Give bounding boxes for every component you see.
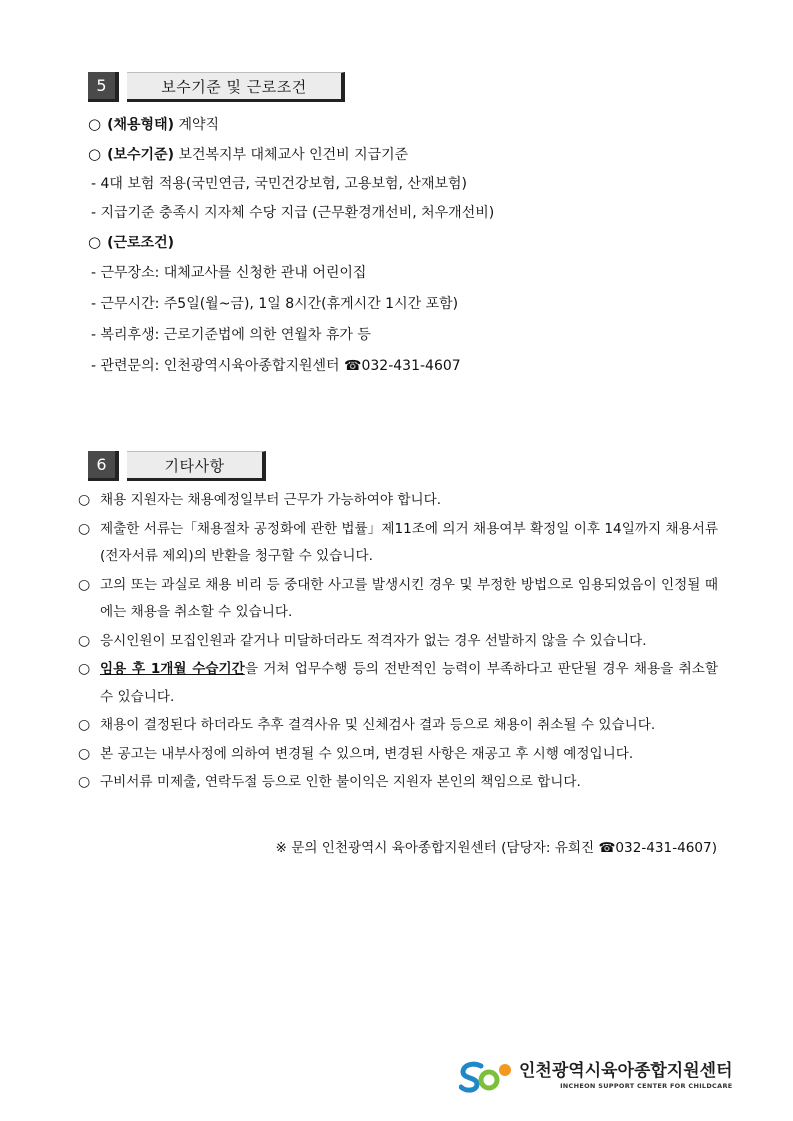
list-item (78, 741, 718, 769)
contact-note-prefix: ※ 문의 인천광역시 육아종합지원센터 (담당자: 유희진 (275, 840, 599, 856)
circle-bullet-icon: ○ (78, 717, 91, 733)
list-item (78, 656, 718, 711)
contact-phone: 032-431-4607 (361, 358, 461, 374)
salary-label: (보수기준) (107, 147, 174, 163)
list-item (78, 487, 718, 515)
salary-value: 보건복지부 대체교사 인건비 지급기준 (174, 147, 409, 163)
section-6-list (78, 487, 718, 798)
list-item-text: 구비서류 미제출, 연락두절 등으로 인한 불이익은 지원자 본인의 책임으로 합니다. (100, 774, 581, 790)
list-item-text: 고의 또는 과실로 채용 비리 등 중대한 사고를 발생시킨 경우 및 부정한 방법으로 임용되었음이 인정될 때에는 채용을 취소할 수 있습니다. (100, 576, 718, 620)
contact-note-phone: 032-431-4607) (615, 840, 717, 856)
circle-bullet-icon: ○ (88, 233, 102, 251)
list-item (78, 628, 718, 656)
list-item-text: 채용 지원자는 채용예정일부터 근무가 가능하여야 합니다. (100, 492, 442, 508)
list-item-text: 본 공고는 내부사정에 의하여 변경될 수 있으며, 변경된 사항은 재공고 후 시행 예정입니다. (100, 745, 634, 762)
probation-emphasis: 임용 후 1개월 수습기간 (100, 661, 245, 677)
section-6-number: 6 (88, 451, 119, 481)
section-5-number: 5 (88, 72, 119, 102)
circle-bullet-icon: ○ (88, 145, 102, 163)
employment-type-value: 계약직 (174, 117, 220, 133)
list-item (78, 572, 718, 627)
probation-text: 을 거쳐 업무수행 등의 전반적인 능력이 부족하다고 판단될 경우 채용을 취소할 수 있습니다. (100, 661, 718, 705)
condition-item: - 근무시간: 주5일(월~금), 1일 8시간(휴게시간 1시간 포함) (91, 296, 459, 312)
circle-bullet-icon: ○ (78, 632, 91, 649)
section-6-header (88, 451, 266, 481)
contact-prefix: - 관련문의: 인천광역시육아종합지원센터 (91, 358, 345, 374)
list-item-text (100, 656, 718, 711)
center-logo (459, 1058, 733, 1094)
employment-type-line (88, 114, 219, 135)
list-item (78, 712, 718, 740)
salary-item: - 지급기준 충족시 지자체 수당 지급 (근무환경개선비, 처우개선비) (91, 205, 495, 221)
phone-icon: ☎ (344, 358, 362, 374)
circle-bullet-icon: ○ (78, 492, 91, 508)
salary-item: - 4대 보험 적용(국민연금, 국민건강보험, 고용보험, 산재보험) (91, 176, 467, 192)
list-item (78, 769, 718, 797)
center-logo-icon (459, 1058, 515, 1094)
employment-type-label: (채용형태) (107, 117, 174, 133)
center-logo-subtitle: INCHEON SUPPORT CENTER FOR CHILDCARE (560, 1082, 733, 1090)
list-item (78, 516, 718, 571)
circle-bullet-icon: ○ (78, 745, 91, 762)
conditions-label: (근로조건) (107, 235, 174, 251)
circle-bullet-icon: ○ (78, 576, 91, 593)
phone-icon: ☎ (598, 840, 616, 856)
circle-bullet-icon: ○ (78, 774, 91, 790)
contact-line (91, 356, 461, 376)
section-5-title: 보수기준 및 근로조건 (127, 72, 345, 102)
contact-note (275, 836, 717, 856)
section-6-title: 기타사항 (127, 451, 266, 481)
section-5-header (88, 72, 345, 102)
list-item-text: 채용이 결정된다 하더라도 추후 결격사유 및 신체검사 결과 등으로 채용이 취소될 수 있습니다. (100, 717, 656, 733)
circle-bullet-icon: ○ (78, 661, 91, 677)
center-logo-name: 인천광역시육아종합지원센터 (519, 1061, 733, 1081)
circle-bullet-icon: ○ (78, 520, 91, 537)
condition-item: - 근무장소: 대체교사를 신청한 관내 어린이집 (91, 265, 367, 281)
circle-bullet-icon: ○ (88, 115, 102, 133)
condition-item: - 복리후생: 근로기준법에 의한 연월차 휴가 등 (91, 327, 371, 343)
list-item-text: 제출한 서류는「채용절차 공정화에 관한 법률」제11조에 의거 채용여부 확정일 이후 14일까지 채용서류(전자서류 제외)의 반환을 청구할 수 있습니다. (100, 520, 718, 564)
salary-line (88, 144, 408, 165)
list-item-text: 응시인원이 모집인원과 같거나 미달하더라도 적격자가 없는 경우 선발하지 않을 수 있습니다. (100, 632, 647, 649)
conditions-line (88, 232, 174, 253)
